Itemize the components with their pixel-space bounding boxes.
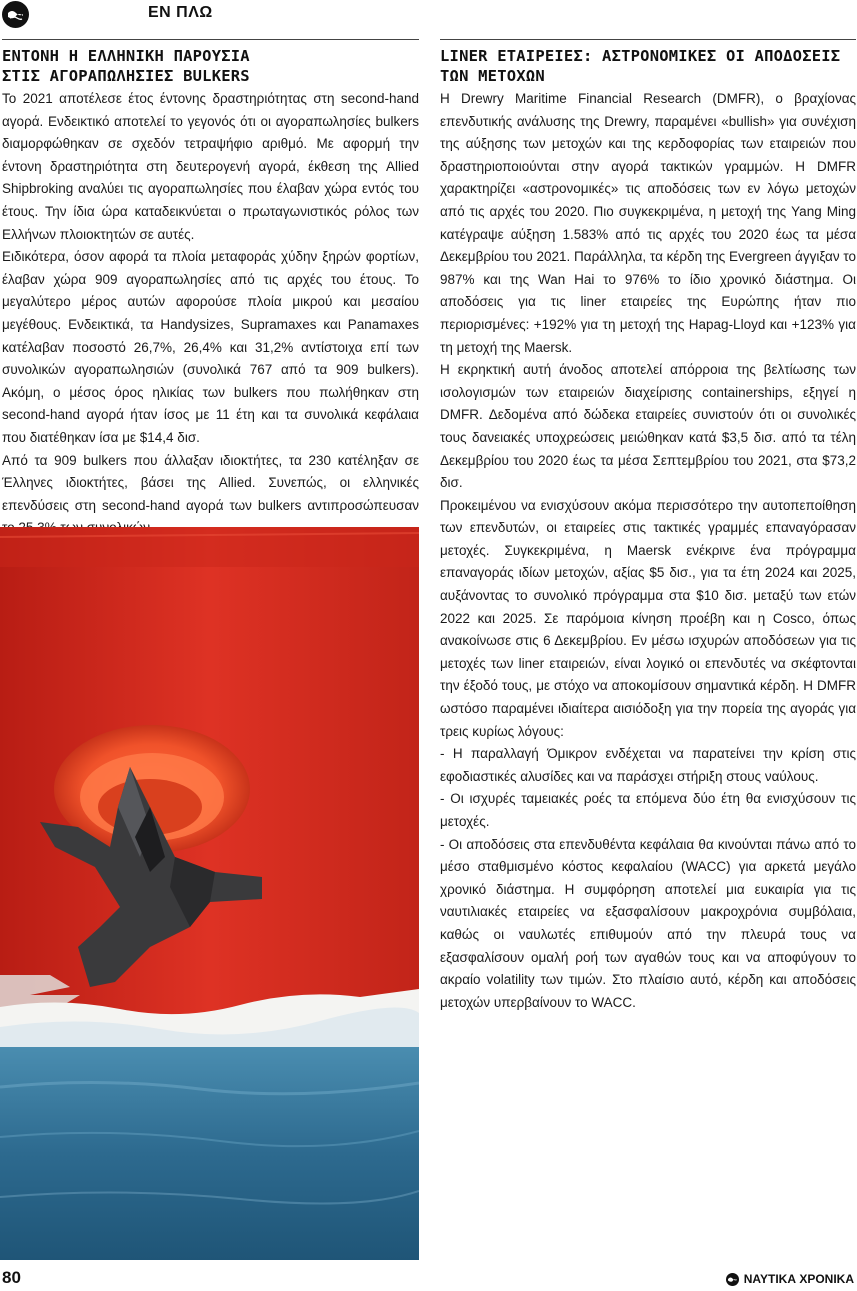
right-paragraph: Η εκρηκτική αυτή άνοδος αποτελεί απόρροια της βελτίωσης των ισολογισμών των εταιρειών διαχείρισης containerships, εξηγεί η DMFR. Δεδομένα από δώδεκα εταιρείες συνιστούν ότι οι συνολικές τους δανειακές υποχρεώσεις μειώθηκαν κατά $3,5 δισ. από τα τέλη Δεκεμβρίου του 2020 έως τα μέσα Σεπτεμβρίου του 2021, στα $73,2 δισ. — [440, 362, 856, 491]
right-heading-line1: LINER ΕΤΑΙΡΕΙΕΣ: ΑΣΤΡΟΝΟΜΙΚΕΣ ΟΙ ΑΠΟΔΟΣΕΙΣ — [440, 47, 841, 65]
magazine-logo-icon — [2, 1, 29, 28]
brand-logo-icon — [726, 1273, 739, 1286]
right-paragraph: - Οι ισχυρές ταμειακές ροές τα επόμενα δύο έτη θα ενισχύσουν τις μετοχές. — [440, 791, 856, 829]
right-paragraph: Η Drewry Maritime Financial Research (DMFR), ο βραχίονας επενδυτικής ανάλυσης της Drewry, παραμένει «bullish» για συνέχιση της αύξησης των μετοχών και της κερδοφορίας των εταιρειών που δραστηριοποιούνται στην αγορά τακτικών γραμμών. Η DMFR χαρακτηρίζει «αστρονομικές» τις αποδόσεις των εν λόγω μετοχών από τις αρχές του 2020. Πιο συγκεκριμένα, η μετοχή της Yang Ming κατέγραψε αύξηση 1.583% από τις αρχές του 2020 έως τα μέσα Δεκεμβρίου του 2021. Παράλληλα, τα κέρδη της Evergreen άγγιξαν το 987% και της Wan Hai το 976% το ίδιο χρονικό διάστημα. Οι αποδόσεις για τις liner εταιρείες της Ευρώπης ήταν πιο περιορισμένες: +192% για τη μετοχή της Hapag-Lloyd και +123% για τη μετοχή της Maersk. — [440, 91, 856, 355]
ship-anchor-illustration — [0, 527, 419, 1260]
right-article — [440, 46, 856, 1014]
right-paragraph: - Οι αποδόσεις στα επενδυθέντα κεφάλαια θα κινούνται πάνω από το μέσο σταθμισμένο κόστος κεφαλαίου (WACC) για αρκετά μεγάλο χρονικό διάστημα. Η συμφόρηση αποτελεί μια ευκαιρία για τις ναυτιλιακές εταιρείες να εξασφαλίσουν μακροχρόνια συμβόλαια, καθώς οι ναυλωτές επιθυμούν από την πλευρά τους να εξασφαλίσουν ομαλή ροή των αγαθών τους και να αποφύγουν το ακραίο volatility των τιμών. Στο πλαίσιο αυτό, κέρδη και αποδόσεις μετοχών υπερβαίνουν το WACC. — [440, 836, 856, 1010]
left-heading-line2: ΣΤΙΣ ΑΓΟΡΑΠΩΛΗΣΙΕΣ BULKERS — [2, 67, 250, 85]
left-heading-line1: ΕΝΤΟΝΗ Η ΕΛΛΗΝΙΚΗ ΠΑΡΟΥΣΙΑ — [2, 47, 250, 65]
right-article-heading — [440, 46, 856, 86]
brand-name: ΝΑΥΤΙΚΑ ΧΡΟΝΙΚΑ — [743, 1272, 854, 1286]
header-rule-right — [440, 39, 856, 40]
left-article-heading — [2, 46, 419, 86]
right-paragraph: - Η παραλλαγή Όμικρον ενδέχεται να παρατείνει την κρίση στις εφοδιαστικές αλυσίδες και να παράσχει στήριξη στους ναύλους. — [440, 746, 856, 784]
left-paragraph: Από τα 909 bulkers που άλλαξαν ιδιοκτήτες, τα 230 κατέληξαν σε Έλληνες ιδιοκτήτες, βάσει της Allied. Συνεπώς, οι ελληνικές επενδύσεις στη second-hand αγορά των bulkers αντιπροσώπευσαν — [2, 452, 419, 513]
wave-icon — [7, 9, 24, 21]
section-label: ΕΝ ΠΛΩ — [148, 4, 213, 21]
left-article — [2, 46, 419, 540]
ship-anchor-photo — [0, 527, 419, 1260]
brand-wave-icon — [728, 1276, 737, 1283]
page-number: 80 — [2, 1268, 21, 1287]
left-paragraph: Το 2021 αποτέλεσε έτος έντονης δραστηριότητας στη second-hand αγορά. Ενδεικτικό αποτελεί το γεγονός ότι οι αγοραπωλησίες bulkers διαμορφώθηκαν σε σχεδόν τετραψήφιο αριθμό. Με αφορμή την έντονη δραστηριότητα στη δευτερογενή αγορά, έκθεση της Allied Shipbroking αναλύει τις αγοραπωλησίες που έλαβαν χώρα εντός του έτους. Την ίδια ώρα καταδεικνύεται ο πρωταγωνιστικός ρόλος των Ελλήνων πλοιοκτητών σε αυτές. — [2, 91, 419, 242]
right-paragraph: Προκειμένου να ενισχύσουν ακόμα περισσότερο την αυτοπεποίθηση των επενδυτών, οι εταιρείες στις τακτικές γραμμές επαναγόρασαν μετοχές. Συγκεκριμένα, η Maersk ενέκρινε ένα πρόγραμμα επαναγοράς ιδίων μετοχών, αξίας $5 δισ., για τα έτη 2024 και 2025, αυξάνοντας το συνολικό πρόγραμμα στα $10 δισ. μεταξύ των ετών 2022 και 2025. Σε παρόμοια κίνηση προέβη και η Cosco, όπως ανακοίνωσε στις 6 Δεκεμβρίου. Εν μέσω ισχυρών αποδόσεων για τις μετοχές των liner εταιρειών, είναι λογικό οι επενδυτές να σκέφτονται την έξοδό τους, με στόχο να αποκομίσουν σημαντικά κέρδη. Η DMFR ωστόσο παραμένει ιδιαίτερα αισιόδοξη για την πορεία της αγοράς για τρεις κυρίως λόγους: — [440, 497, 856, 739]
left-paragraph: Ειδικότερα, όσον αφορά τα πλοία μεταφοράς χύδην ξηρών φορτίων, έλαβαν χώρα 909 αγοραπωλησίες από τις αρχές του έτους. Το μεγαλύτερο μέρος αυτών αφορούσε πλοία μικρού και μεσαίου μεγέθους. Ενδεικτικά, τα Handysizes, Supramaxes και Panamaxes κατέλαβαν ποσοστό 26,7%, 26,4% και 31,2% αντίστοιχα επί των συνολικών αγοραπωλησιών (συνολικά 767 από τα 909 bulkers). Ακόμη, ο μέσος όρος ηλικίας των bulkers που πωλήθηκαν στη second-hand αγορά ήταν ίσος με 11 έτη και τα συνολικά κεφάλαια που διατέθηκαν ίσα με $14,4 δισ. — [2, 249, 419, 445]
brand-footer — [726, 1272, 854, 1286]
right-heading-line2: ΤΩΝ ΜΕΤΟΧΩΝ — [440, 67, 545, 85]
header-rule-left — [2, 39, 419, 40]
